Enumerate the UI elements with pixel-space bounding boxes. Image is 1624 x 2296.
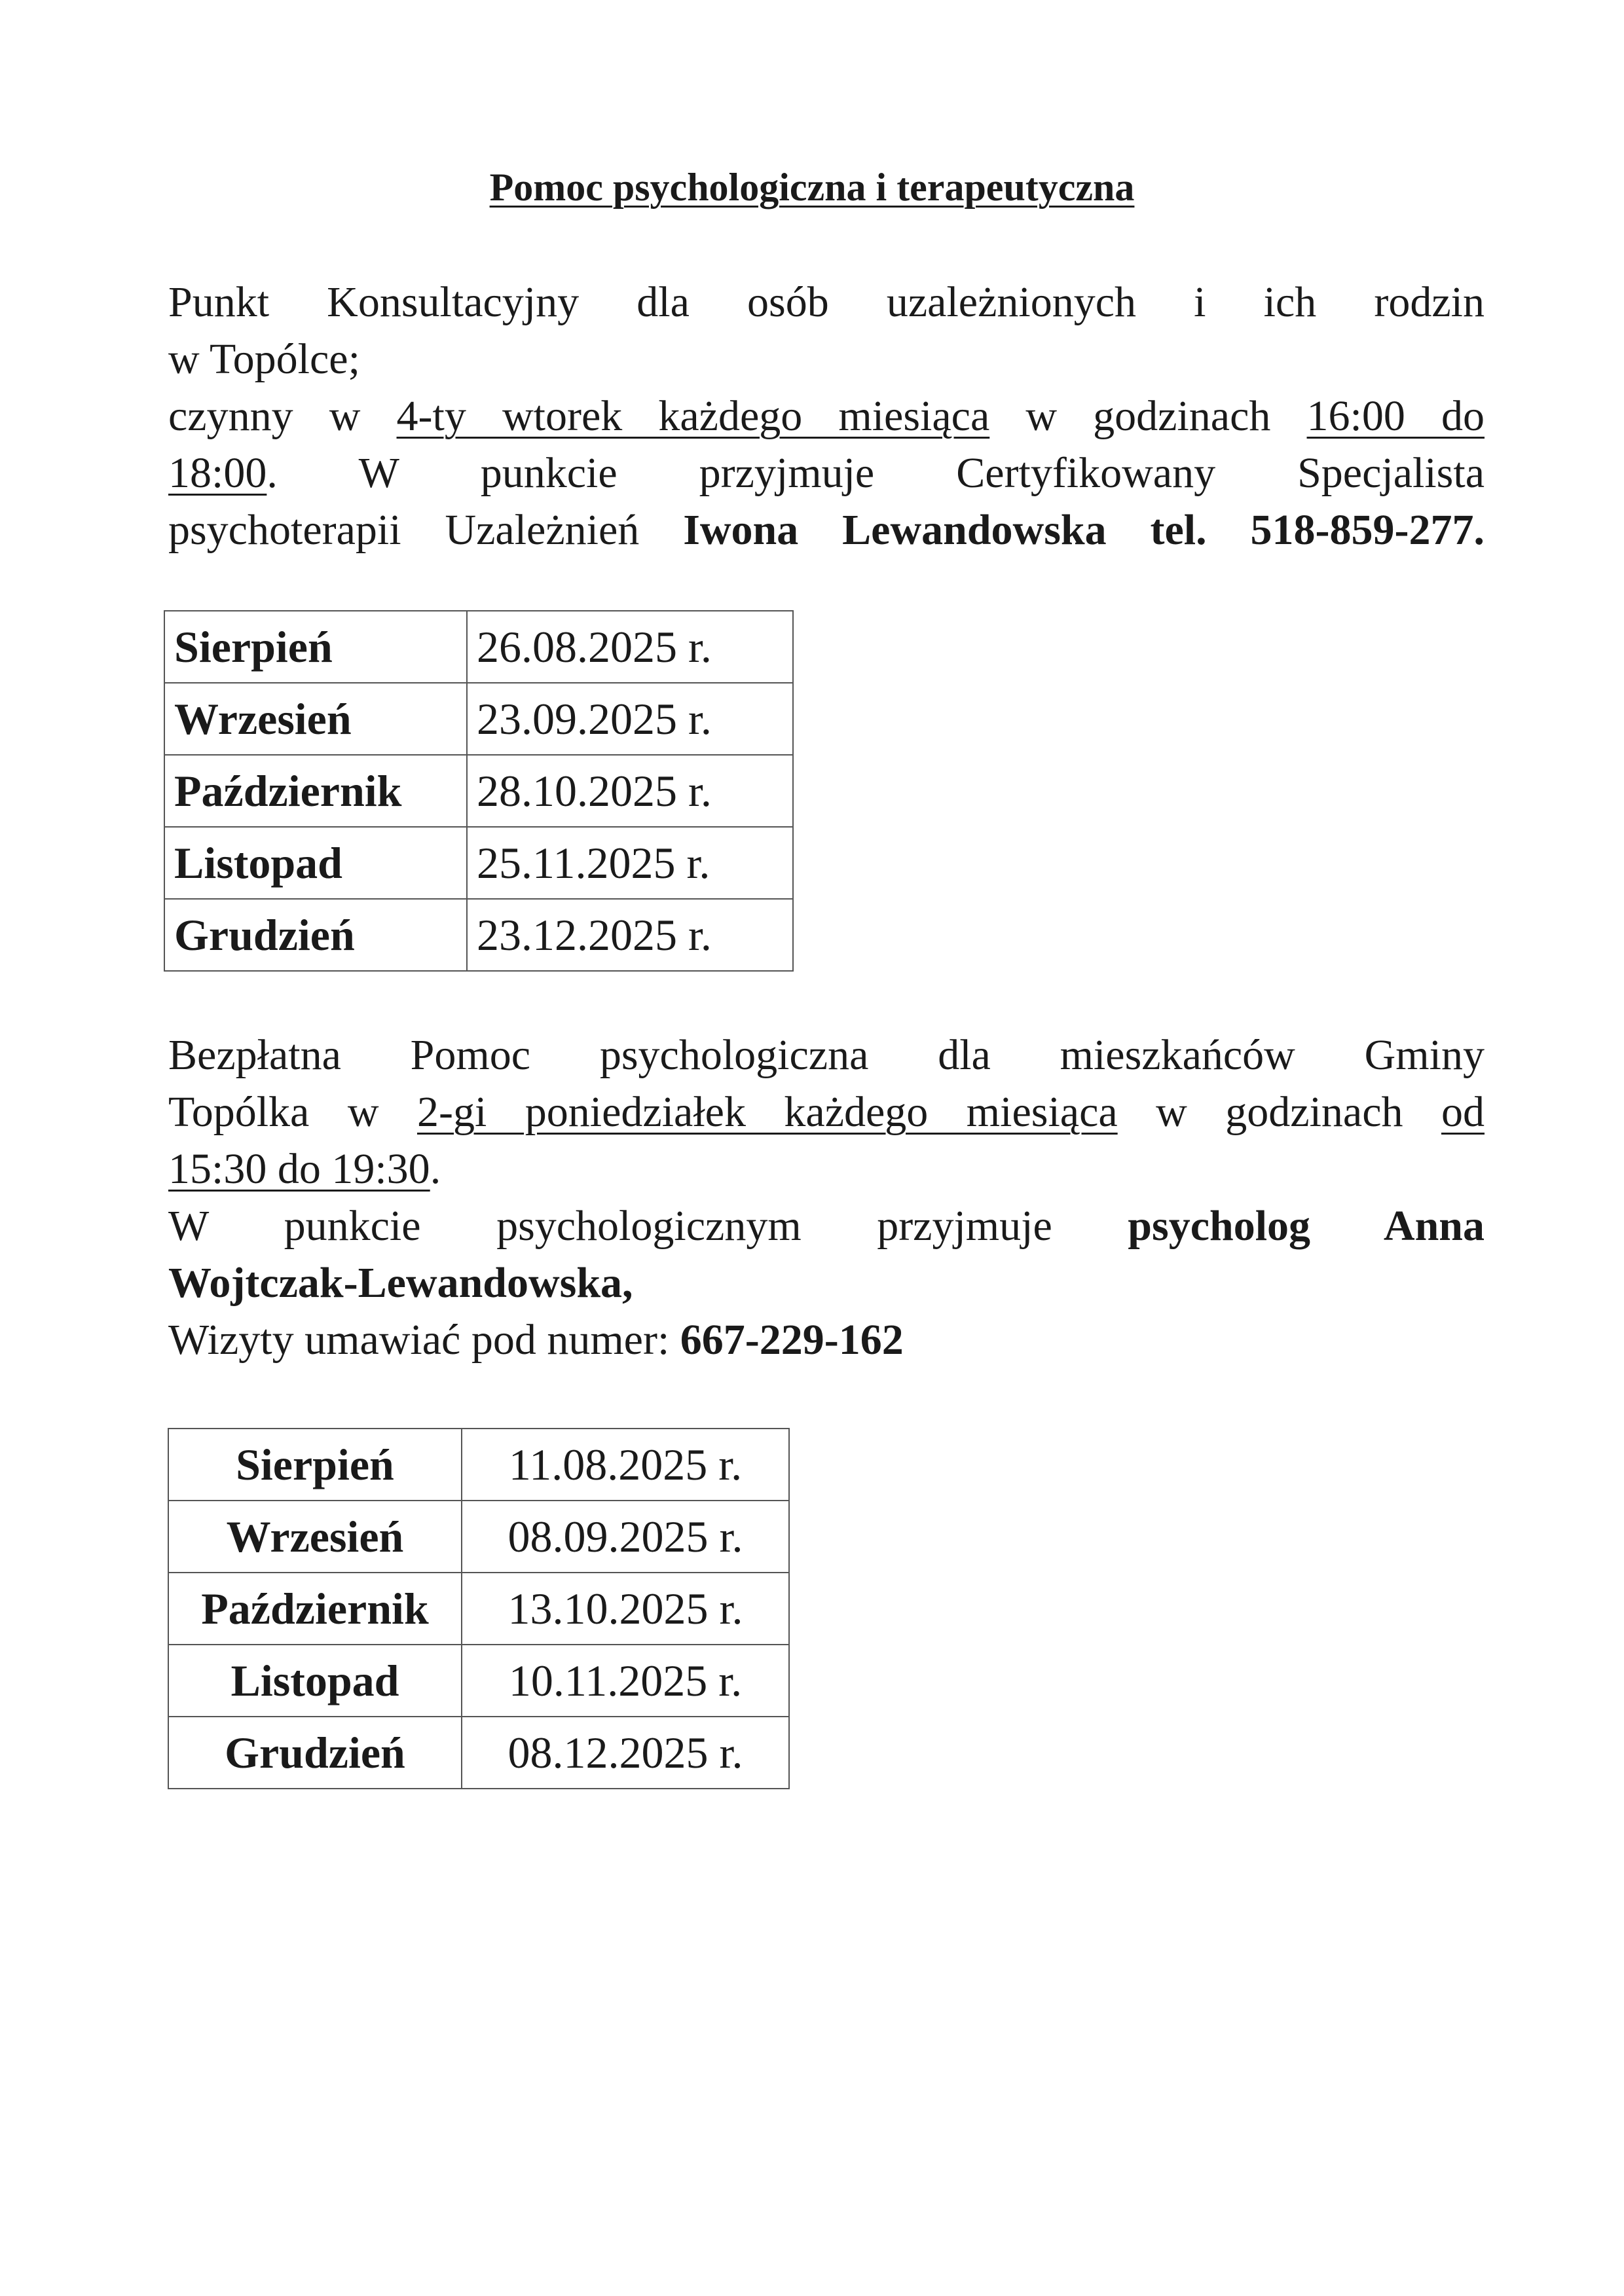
section1-time-end: 18:00 xyxy=(168,449,267,497)
schedule-row xyxy=(164,755,793,827)
section2-line6 xyxy=(168,1311,1485,1368)
schedule-month: Sierpień xyxy=(164,611,467,683)
section1-line5-pre: psychoterapii Uzależnień xyxy=(168,506,684,554)
section1-specialist-contact: Iwona Lewandowska tel. 518-859-277. xyxy=(683,506,1485,554)
section2-phone: 667-229-162 xyxy=(680,1316,904,1364)
schedule-date: 25.11.2025 r. xyxy=(467,827,793,899)
section1-line4 xyxy=(168,445,1485,501)
schedule-date: 26.08.2025 r. xyxy=(467,611,793,683)
section2-line2-mid: w godzinach xyxy=(1117,1088,1441,1136)
schedule-row xyxy=(168,1501,789,1573)
schedule-date: 10.11.2025 r. xyxy=(462,1645,789,1717)
schedule-month: Listopad xyxy=(164,827,467,899)
section1-line2: w Topólce; xyxy=(168,335,360,383)
schedule-row xyxy=(168,1429,789,1501)
schedule-month: Październik xyxy=(168,1573,462,1645)
section2-line3 xyxy=(168,1140,1485,1197)
section1-day: 4-ty wtorek każdego miesiąca xyxy=(396,392,990,440)
section1-line5 xyxy=(168,501,1485,558)
section2-line2-pre: Topólka w xyxy=(168,1088,417,1136)
section2-line3-end: . xyxy=(430,1145,441,1193)
section1-line3 xyxy=(168,388,1485,445)
section2-od: od xyxy=(1441,1088,1485,1136)
schedule-date: 13.10.2025 r. xyxy=(462,1573,789,1645)
schedule-table-2 xyxy=(168,1428,790,1789)
section1-line3-mid: w godzinach xyxy=(989,392,1307,440)
schedule-month: Październik xyxy=(164,755,467,827)
schedule-row xyxy=(168,1645,789,1717)
schedule-table-1 xyxy=(164,610,794,972)
section2-line6-pre: Wizyty umawiać pod numer: xyxy=(168,1316,680,1364)
schedule-row xyxy=(164,827,793,899)
section2-psychologist-name: psycholog Anna xyxy=(1128,1202,1485,1250)
schedule-row xyxy=(164,899,793,971)
section2-line4 xyxy=(168,1197,1485,1254)
schedule-row xyxy=(164,683,793,755)
schedule-month: Listopad xyxy=(168,1645,462,1717)
section1-line3-pre: czynny w xyxy=(168,392,397,440)
section1-line4-rest: . W punkcie przyjmuje Certyfikowany Specjalista xyxy=(267,449,1485,497)
schedule-month: Grudzień xyxy=(164,899,467,971)
schedule-month: Sierpień xyxy=(168,1429,462,1501)
schedule-month: Wrzesień xyxy=(164,683,467,755)
schedule-date: 08.12.2025 r. xyxy=(462,1717,789,1789)
schedule-row xyxy=(164,611,793,683)
section2-line1: Bezpłatna Pomoc psychologiczna dla mieszkańców Gminy xyxy=(168,1031,1485,1079)
page-title: Pomoc psychologiczna i terapeutyczna xyxy=(489,166,1135,209)
section2-line2 xyxy=(168,1084,1485,1140)
schedule-date: 28.10.2025 r. xyxy=(467,755,793,827)
schedule-date: 23.09.2025 r. xyxy=(467,683,793,755)
schedule-row xyxy=(168,1717,789,1789)
schedule-date: 23.12.2025 r. xyxy=(467,899,793,971)
section2-line5: Wojtczak-Lewandowska, xyxy=(168,1259,633,1307)
schedule-month: Wrzesień xyxy=(168,1501,462,1573)
section1-time-start: 16:00 do xyxy=(1306,392,1485,440)
section2-day: 2-gi poniedziałek każdego miesiąca xyxy=(416,1088,1118,1136)
schedule-date: 08.09.2025 r. xyxy=(462,1501,789,1573)
schedule-date: 11.08.2025 r. xyxy=(462,1429,789,1501)
section1-line1: Punkt Konsultacyjny dla osób uzależnionych i ich rodzin xyxy=(168,278,1485,326)
schedule-month: Grudzień xyxy=(168,1717,462,1789)
section2-line4-pre: W punkcie psychologicznym przyjmuje xyxy=(168,1202,1128,1250)
schedule-row xyxy=(168,1573,789,1645)
section2-hours: 15:30 do 19:30 xyxy=(168,1145,430,1193)
